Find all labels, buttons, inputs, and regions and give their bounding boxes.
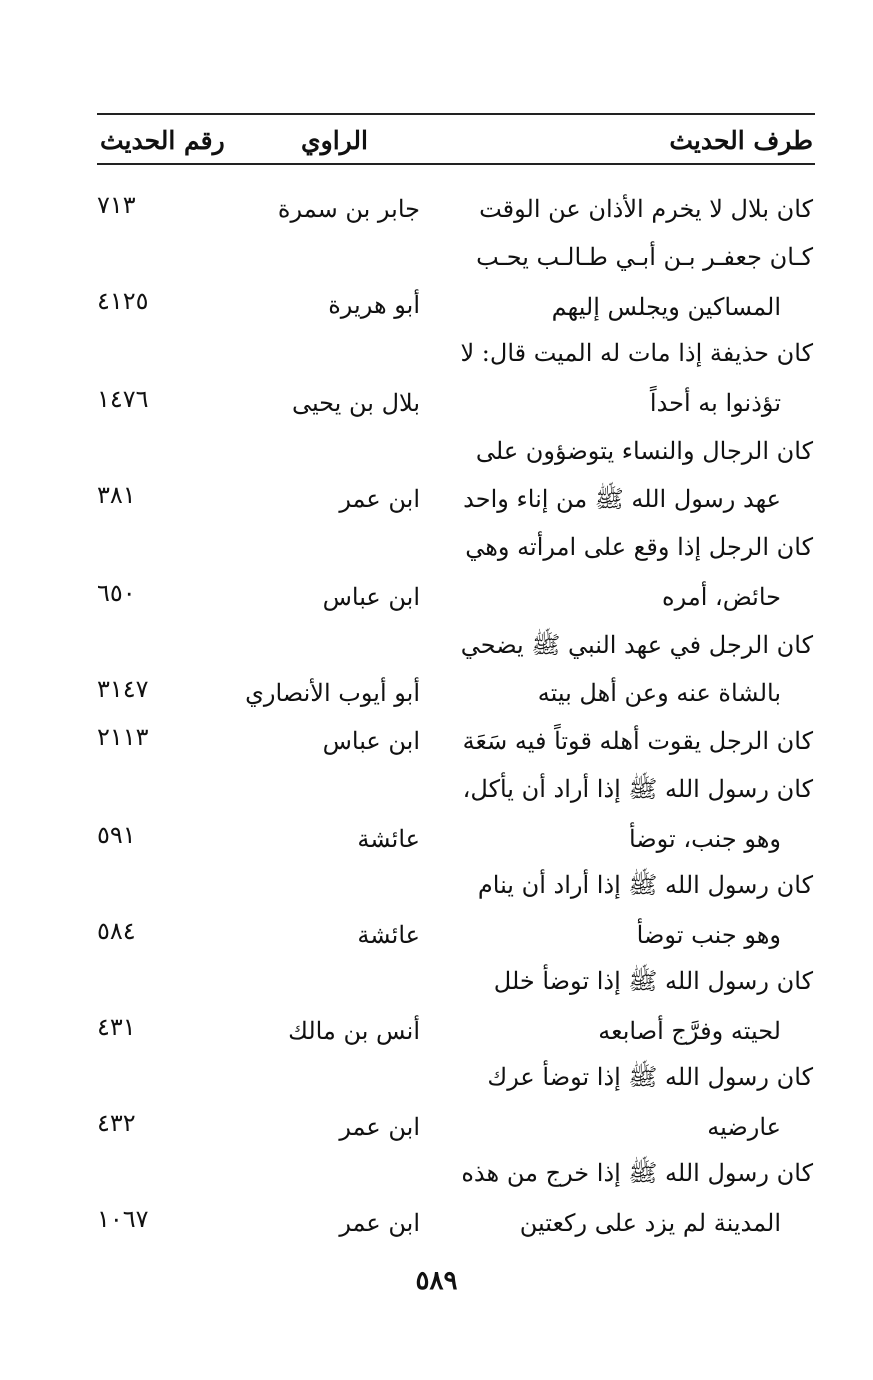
entry-narrator: ابن عمر xyxy=(339,1113,420,1141)
entry-number: ٣١٤٧ xyxy=(97,675,149,703)
header-hadith-number: رقم الحديث xyxy=(100,126,225,155)
entry-line: كان الرجل يقوت أهله قوتاً فيه سَعَة xyxy=(462,727,813,755)
header-rule xyxy=(97,163,815,165)
entry-narrator: عائشة xyxy=(357,825,420,853)
entry-narrator: بلال بن يحيى xyxy=(291,389,420,417)
entry-line: كـان جعفـر بـن أبـي طـالـب يحـب xyxy=(476,243,813,271)
entry-line: بالشاة عنه وعن أهل بيته xyxy=(537,679,781,707)
entry-number: ٤٣١ xyxy=(97,1013,136,1041)
entry-number: ٤١٢٥ xyxy=(97,287,149,315)
entry-number: ١٠٦٧ xyxy=(97,1205,149,1233)
entry-number: ٥٩١ xyxy=(97,821,136,849)
entry-line: كان رسول الله ﷺ إذا أراد أن يأكل، xyxy=(462,775,813,803)
entry-line: لحيته وفرَّج أصابعه xyxy=(598,1017,781,1045)
entry-line: عهد رسول الله ﷺ من إناء واحد xyxy=(463,485,781,513)
entry-number: ٢١١٣ xyxy=(97,723,149,751)
entry-line: كان الرجل إذا وقع على امرأته وهي xyxy=(465,533,813,561)
top-rule xyxy=(97,113,815,115)
entry-narrator: ابن عباس xyxy=(322,583,420,611)
entry-narrator: ابن عباس xyxy=(322,727,420,755)
entry-line: كان الرجال والنساء يتوضؤون على xyxy=(475,437,813,465)
entry-line: كان الرجل في عهد النبي ﷺ يضحي xyxy=(460,631,813,659)
entry-line: وهو جنب توضأ xyxy=(636,921,781,949)
entry-line: المدينة لم يزد على ركعتين xyxy=(519,1209,781,1237)
entry-line: وهو جنب، توضأ xyxy=(628,825,781,853)
entry-line: كان رسول الله ﷺ إذا توضأ خلل xyxy=(493,967,813,995)
entry-narrator: جابر بن سمرة xyxy=(277,195,420,223)
entry-line: تؤذنوا به أحداً xyxy=(649,389,781,417)
header-narrator: الراوي xyxy=(301,126,368,155)
entry-line: كان رسول الله ﷺ إذا خرج من هذه xyxy=(461,1159,813,1187)
entry-line: كان بلال لا يخرم الأذان عن الوقت xyxy=(479,195,813,223)
entry-line: كان حذيفة إذا مات له الميت قال: لا xyxy=(460,339,813,367)
entry-line: عارضيه xyxy=(707,1113,781,1141)
entry-line: كان رسول الله ﷺ إذا أراد أن ينام xyxy=(477,871,813,899)
entry-number: ٣٨١ xyxy=(97,481,136,509)
page-number: ٥٨٩ xyxy=(415,1266,458,1296)
entry-line: المساكين ويجلس إليهم xyxy=(551,293,781,321)
entry-line: كان رسول الله ﷺ إذا توضأ عرك xyxy=(487,1063,813,1091)
entry-narrator: ابن عمر xyxy=(339,1209,420,1237)
entry-line: حائض، أمره xyxy=(662,583,781,611)
entry-number: ٥٨٤ xyxy=(97,917,136,945)
header-hadith-text: طرف الحديث xyxy=(669,126,813,155)
entry-number: ٤٣٢ xyxy=(97,1109,136,1137)
entry-narrator: أنس بن مالك xyxy=(288,1017,420,1045)
entry-narrator: عائشة xyxy=(357,921,420,949)
entry-number: ٧١٣ xyxy=(97,191,136,219)
entry-narrator: ابن عمر xyxy=(339,485,420,513)
entry-number: ١٤٧٦ xyxy=(97,385,149,413)
entry-narrator: أبو هريرة xyxy=(328,291,420,319)
entry-narrator: أبو أيوب الأنصاري xyxy=(245,679,420,707)
entry-number: ٦٥٠ xyxy=(97,579,136,607)
